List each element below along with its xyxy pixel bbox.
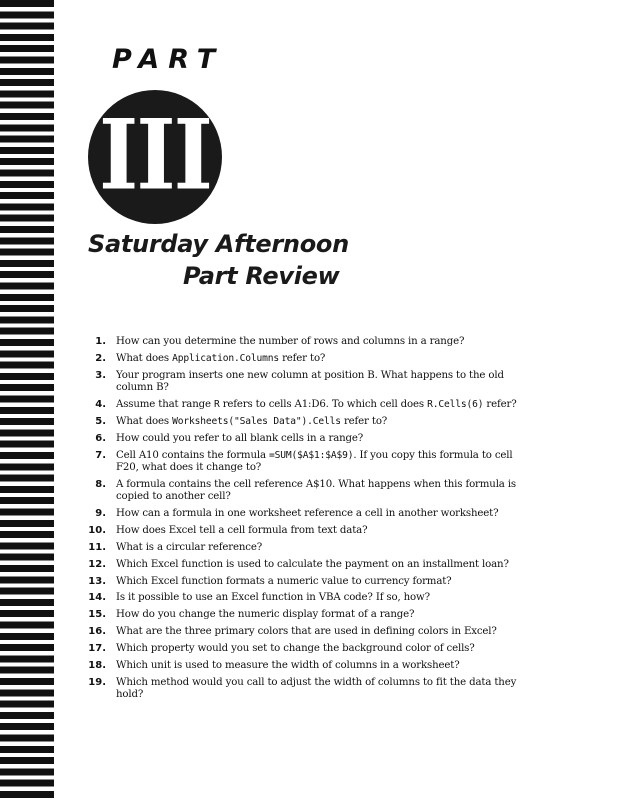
question-text bbox=[116, 525, 534, 537]
question-number: 10. bbox=[88, 524, 106, 536]
question-text-segment: What does bbox=[116, 352, 173, 364]
code-snippet: R.Cells(6) bbox=[427, 398, 484, 410]
question-text bbox=[116, 609, 534, 621]
review-question bbox=[84, 643, 534, 655]
question-text-segment: Is it possible to use an Excel function in VBA code? If so, how? bbox=[116, 592, 430, 604]
review-question bbox=[84, 353, 534, 365]
question-number: 4. bbox=[95, 398, 106, 410]
question-text bbox=[116, 660, 534, 672]
code-snippet: Worksheets("Sales Data").Cells bbox=[172, 415, 341, 427]
question-text-segment: How do you change the numeric display format of a range? bbox=[116, 609, 415, 621]
question-text bbox=[116, 433, 534, 445]
question-text bbox=[116, 479, 534, 504]
question-number: 16. bbox=[88, 626, 106, 638]
review-question bbox=[84, 479, 534, 504]
question-text bbox=[116, 450, 534, 475]
question-text-segment: refer to? bbox=[340, 415, 388, 427]
code-snippet: R bbox=[213, 398, 220, 410]
question-text-segment: What are the three primary colors that are used in defining colors in Excel? bbox=[116, 626, 497, 638]
question-number: 7. bbox=[95, 449, 106, 461]
question-text-segment: Your program inserts one new column at position B. What happens to the old column B? bbox=[116, 369, 504, 394]
question-text-segment: A formula contains the cell reference A$10. What happens when this formula is copied to another cell? bbox=[116, 478, 516, 503]
question-text-segment: Which property would you set to change the background color of cells? bbox=[116, 643, 475, 655]
question-number: 11. bbox=[88, 541, 106, 553]
question-number: 12. bbox=[88, 558, 106, 570]
question-text bbox=[116, 542, 534, 554]
question-text-segment: How does Excel tell a cell formula from text data? bbox=[116, 524, 368, 536]
review-question bbox=[84, 660, 534, 672]
question-number: 2. bbox=[95, 352, 106, 364]
question-text-segment: Cell A10 contains the formula bbox=[116, 449, 269, 461]
page-title-line-2: Part Review bbox=[183, 262, 340, 290]
question-text-segment: What does bbox=[116, 415, 173, 427]
review-question bbox=[84, 433, 534, 445]
question-text bbox=[116, 677, 534, 702]
question-text-segment: refer? bbox=[483, 398, 517, 410]
question-number: 15. bbox=[88, 609, 106, 621]
review-question bbox=[84, 559, 534, 571]
question-text bbox=[116, 559, 534, 571]
question-text-segment: How can you determine the number of rows and columns in a range? bbox=[116, 336, 465, 347]
review-question bbox=[84, 336, 534, 348]
part-numeral: III bbox=[99, 97, 211, 212]
question-text-segment: refers to cells A1:D6. To which cell does bbox=[219, 398, 428, 410]
review-question bbox=[84, 399, 534, 411]
question-number: 1. bbox=[95, 336, 106, 347]
page-title-line-1: Saturday Afternoon bbox=[88, 230, 349, 258]
question-text-segment: How could you refer to all blank cells in a range? bbox=[116, 432, 364, 444]
question-text bbox=[116, 399, 534, 411]
code-snippet: =SUM($A$1:$A$9) bbox=[268, 449, 354, 461]
question-text-segment: Which unit is used to measure the width of columns in a worksheet? bbox=[116, 660, 460, 672]
question-text-segment: Which Excel function formats a numeric value to currency format? bbox=[116, 575, 452, 587]
part-label: PART bbox=[112, 44, 225, 75]
question-number: 13. bbox=[88, 575, 106, 587]
question-text-segment: How can a formula in one worksheet reference a cell in another worksheet? bbox=[116, 508, 499, 520]
review-question bbox=[84, 677, 534, 702]
review-question bbox=[84, 525, 534, 537]
question-text-segment: . If you copy this formula to cell F20, what does it change to? bbox=[116, 449, 513, 473]
review-question bbox=[84, 542, 534, 554]
question-text bbox=[116, 353, 534, 365]
question-text-segment: Which method would you call to adjust the width of columns to fit the data they hold? bbox=[116, 676, 517, 701]
question-number: 19. bbox=[88, 676, 106, 688]
question-text bbox=[116, 626, 534, 638]
question-number: 9. bbox=[95, 508, 106, 520]
striped-margin bbox=[0, 0, 54, 800]
question-text bbox=[116, 576, 534, 588]
question-text-segment: refer to? bbox=[279, 352, 326, 364]
review-question bbox=[84, 450, 534, 475]
question-text bbox=[116, 336, 534, 348]
review-question bbox=[84, 592, 534, 604]
review-question bbox=[84, 370, 534, 395]
question-text-segment: What is a circular reference? bbox=[116, 541, 263, 553]
question-text bbox=[116, 508, 534, 520]
part-number-badge bbox=[88, 90, 222, 224]
question-text bbox=[116, 592, 534, 604]
question-text bbox=[116, 643, 534, 655]
review-question bbox=[84, 576, 534, 588]
code-snippet: Application.Columns bbox=[172, 352, 279, 364]
question-text-segment: Assume that range bbox=[116, 398, 214, 410]
question-text-segment: Which Excel function is used to calculate the payment on an installment loan? bbox=[116, 558, 509, 570]
question-number: 5. bbox=[95, 415, 106, 427]
question-text bbox=[116, 416, 534, 428]
question-number: 18. bbox=[88, 660, 106, 672]
question-number: 3. bbox=[95, 369, 106, 381]
review-question bbox=[84, 416, 534, 428]
review-question bbox=[84, 609, 534, 621]
question-number: 14. bbox=[88, 592, 106, 604]
review-question bbox=[84, 626, 534, 638]
review-question bbox=[84, 508, 534, 520]
question-number: 17. bbox=[88, 643, 106, 655]
question-text bbox=[116, 370, 534, 395]
question-number: 6. bbox=[95, 432, 106, 444]
review-question-list bbox=[84, 336, 534, 706]
question-number: 8. bbox=[95, 478, 106, 490]
